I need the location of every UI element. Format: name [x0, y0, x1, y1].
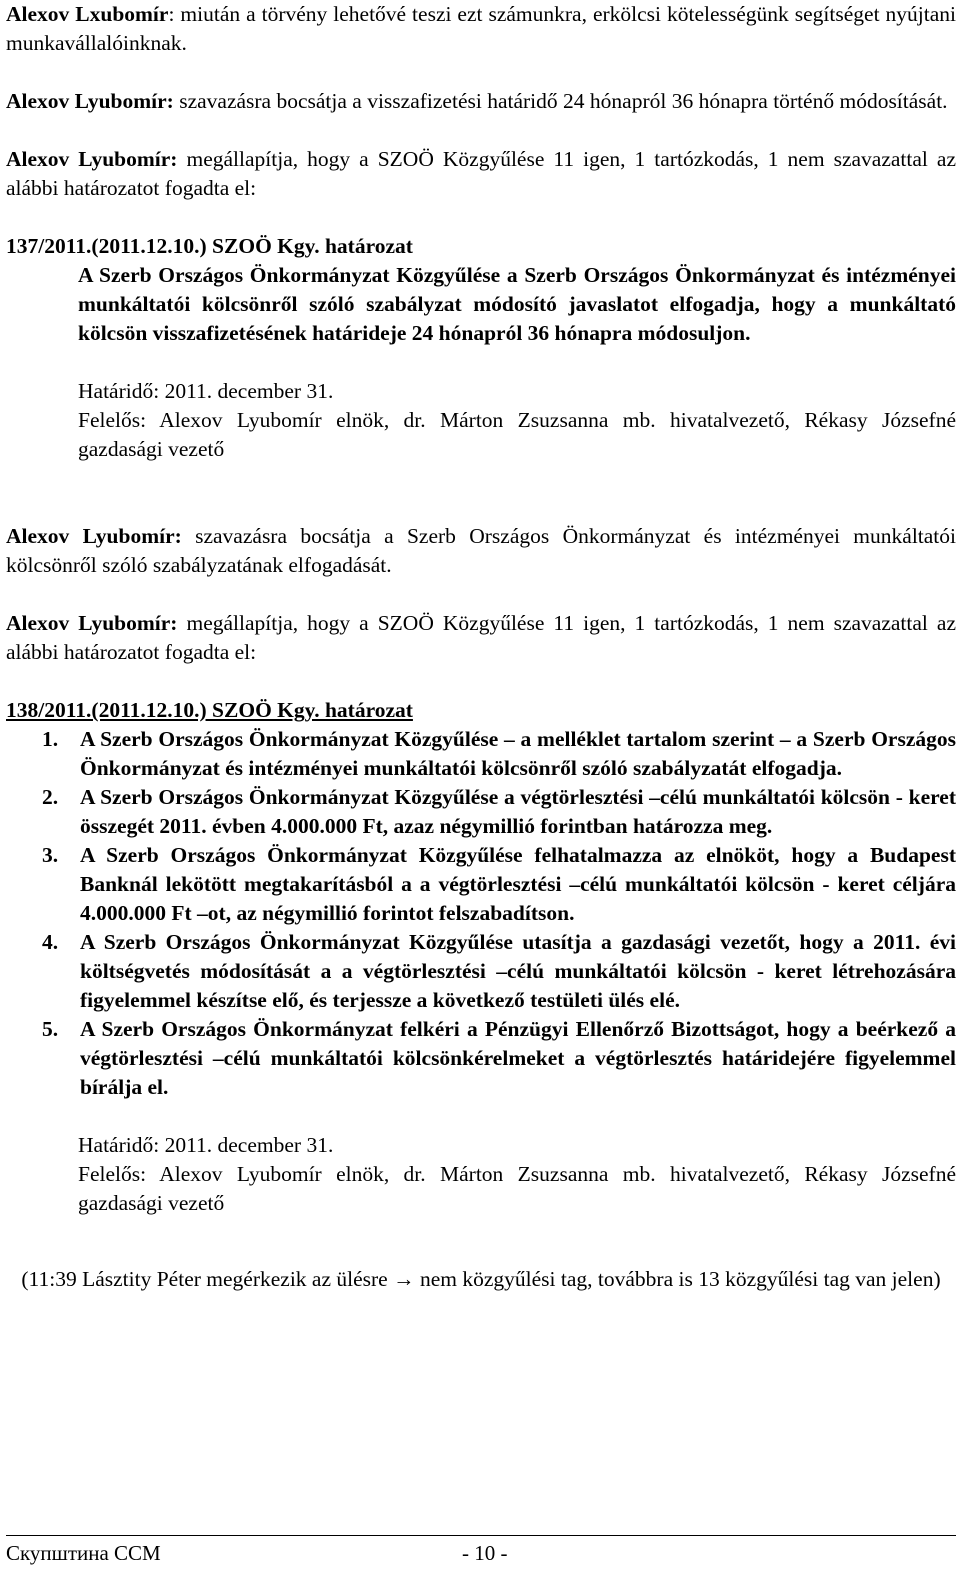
paragraph-text: szavazásra bocsátja a visszafizetési határidő 24 hónapról 36 hónapra történő módosítását.: [173, 89, 948, 113]
paragraph-4: [6, 522, 956, 580]
resolution-item: 4. A Szerb Országos Önkormányzat Közgyűlése utasítja a gazdasági vezetőt, hogy a 2011. évi költségvetés módosítását a a végtörlesztési –célú munkáltatói kölcsön - keret létrehozására figyelemmel készítse elő, és terjessze a következő testületi ülés elé.: [42, 930, 956, 1012]
paragraph-3: [6, 145, 956, 203]
footer-divider: [6, 1535, 956, 1536]
paragraph-text: : miután a törvény lehetővé teszi ezt számunkra, erkölcsi kötelességünk segítséget nyújtani munkavállalóinknak.: [6, 2, 956, 55]
document-page: [6, 0, 956, 1294]
page-number: - 10 -: [462, 1541, 508, 1565]
resolution-137-body: A Szerb Országos Önkormányzat Közgyűlése a Szerb Országos Önkormányzat és intézményei munkáltatói kölcsönről szóló szabályzat módosító javaslatot elfogadja, hogy a munkáltató kölcsön visszafizetésének határideje 24 hónapról 36 hónapra módosuljon.: [78, 263, 956, 345]
resolution-item: 1. A Szerb Országos Önkormányzat Közgyűlése – a melléklet tartalom szerint – a Szerb Országos Önkormányzat és intézményei munkáltatói kölcsönről szóló szabályzatát elfogadja.: [42, 727, 956, 780]
speaker-name: Alexov Lyubomír:: [6, 524, 182, 548]
resolution-137-responsible: Felelős: Alexov Lyubomír elnök, dr. Márton Zsuzsanna mb. hivatalvezető, Rékasy Józsefné gazdasági vezető: [78, 408, 956, 461]
paragraph-text: megállapítja, hogy a SZOÖ Közgyűlése 11 igen, 1 tartózkodás, 1 nem szavazattal az alábbi határozatot fogadta el:: [6, 611, 956, 664]
resolution-137-deadline: Határidő: 2011. december 31.: [78, 379, 334, 403]
paragraph-5: [6, 609, 956, 667]
speaker-name: Alexov Lyubomír:: [6, 147, 178, 171]
resolution-137-heading: 137/2011.(2011.12.10.) SZOÖ Kgy. határozat: [6, 234, 413, 258]
speaker-name: Alexov Lyubomír:: [6, 89, 174, 113]
resolution-item: 3. A Szerb Országos Önkormányzat Közgyűlése felhatalmazza az elnököt, hogy a Budapest Banknál lekötött megtakarításból a a végtörlesztési –célú munkáltatói kölcsön - keret céljára 4.000.000 Ft –ot, az négymillió forintot felszabadítson.: [42, 843, 956, 925]
resolution-138-responsible: Felelős: Alexov Lyubomír elnök, dr. Márton Zsuzsanna mb. hivatalvezető, Rékasy Józsefné gazdasági vezető: [78, 1162, 956, 1215]
paragraph-2: [6, 87, 956, 116]
resolution-138-items: [6, 725, 956, 1102]
resolution-item: 2. A Szerb Országos Önkormányzat Közgyűlése a végtörlesztési –célú munkáltatói kölcsön - keret összegét 2011. évben 4.000.000 Ft, azaz négymillió forintban határozza meg.: [42, 785, 956, 838]
footer-title: Скупштина ССМ: [6, 1541, 161, 1565]
resolution-item: 5. A Szerb Országos Önkormányzat felkéri a Pénzügyi Ellenőrző Bizottságot, hogy a beérkező a végtörlesztési –célú munkáltatói kölcsönkérelmeket a végtörlesztés határidejére figyelemmel bírálja el.: [42, 1017, 956, 1099]
resolution-138-deadline: Határidő: 2011. december 31.: [78, 1133, 334, 1157]
session-note: (11:39 Lásztity Péter megérkezik az ülésre → nem közgyűlési tag, továbbra is 13 közgyűlési tag van jelen): [21, 1267, 941, 1291]
paragraph-text: szavazásra bocsátja a Szerb Országos Önkormányzat és intézményei munkáltatói kölcsönről szóló szabályzatának elfogadását.: [6, 524, 957, 577]
paragraph-1: [6, 0, 956, 58]
speaker-name: Alexov Lxubomír: [6, 2, 169, 26]
speaker-name: Alexov Lyubomír:: [6, 611, 178, 635]
resolution-138-heading: 138/2011.(2011.12.10.) SZOÖ Kgy. határozat: [6, 698, 413, 722]
paragraph-text: megállapítja, hogy a SZOÖ Közgyűlése 11 igen, 1 tartózkodás, 1 nem szavazattal az alábbi határozatot fogadta el:: [6, 147, 956, 200]
